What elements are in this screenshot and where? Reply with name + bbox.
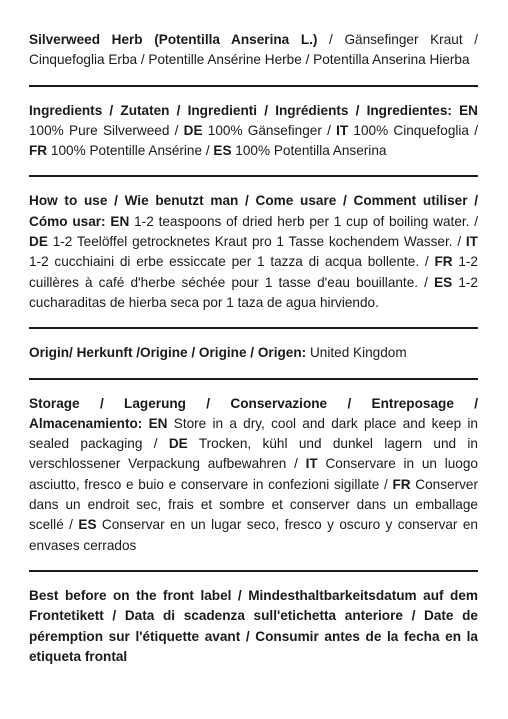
best-before-section <box>29 586 478 681</box>
lang-code: DE <box>29 234 48 250</box>
how-to-use-text: 1-2 cucharaditas de hierba seca por 1 taza de agua hirviendo. <box>29 274 478 310</box>
ingredients-text: 100% Cinquefoglia / <box>348 122 478 138</box>
how-to-use-text: 1-2 cuillères à café d'herbe séchée pour 1 tasse d'eau bouillante. / <box>29 254 478 290</box>
lang-code: FR <box>29 143 48 159</box>
ingredients-heading: Ingredients / Zutaten / Ingredienti / Ingrédients / Ingredientes: <box>29 102 452 118</box>
ingredients-text: 100% Potentilla Anserina <box>231 143 387 159</box>
lang-code: FR <box>392 476 411 492</box>
storage-text: Conservare in un luogo asciutto, fresco e buio e conservare in confezioni sigillate / <box>29 456 478 492</box>
storage-text: Conserver dans un endroit sec, frais et sombre et conserver dans un emballage scellé / <box>29 476 479 533</box>
storage-text: Trocken, kühl und dunkel lagern und in verschlossener Verpackung aufbewahren / <box>29 436 478 472</box>
divider <box>29 327 478 329</box>
origin-value: United Kingdom <box>306 345 407 361</box>
storage-heading: Storage / Lagerung / Conservazione / Entreposage / Almacenamiento: <box>29 395 478 431</box>
lang-code: ES <box>434 274 453 290</box>
origin-section <box>29 343 478 377</box>
ingredients-section <box>29 101 478 176</box>
lang-code: ES <box>78 517 97 533</box>
product-name-section <box>29 30 478 85</box>
ingredients-text: 100% Gänsefinger / <box>202 122 337 138</box>
lang-code: DE <box>168 436 188 452</box>
ingredients-text: 100% Potentille Ansérine / <box>47 143 214 159</box>
divider <box>29 570 478 572</box>
lang-code: DE <box>183 122 203 138</box>
divider <box>29 85 478 87</box>
storage-text: Store in a dry, cool and dark place and keep in sealed packaging / <box>29 415 478 452</box>
ingredients-text: 100% Pure Silverweed / <box>29 122 184 138</box>
lang-code: ES <box>213 143 232 159</box>
lang-code: EN <box>148 415 168 431</box>
divider <box>29 378 478 380</box>
storage-text: Conservar en un lugar seco, fresco y oscuro y conservar en envases cerrados <box>29 517 478 553</box>
lang-code: IT <box>465 234 478 250</box>
lang-code: IT <box>336 122 349 138</box>
origin-heading: Origin/ Herkunft /Origine / Origine / Origen: <box>29 345 307 361</box>
best-before-text: Best before on the front label / Mindesthaltbarkeitsdatum auf dem Frontetikett / Data di scadenza sull'etichetta anteriore / Date de péremption sur l'étiquette avant / Consumir antes de la fecha en la etiqueta frontal <box>29 587 478 664</box>
how-to-use-text: 1-2 teaspoons of dried herb per 1 cup of boiling water. / <box>129 213 479 229</box>
lang-code: IT <box>305 456 318 472</box>
how-to-use-text: 1-2 Teelöffel getrocknetes Kraut pro 1 Tasse kochendem Wasser. / <box>47 234 466 250</box>
product-name-translations: / Gänsefinger Kraut / Cinquefoglia Erba / Potentille Ansérine Herbe / Potentilla Anserina Hierba <box>29 32 478 68</box>
product-name: Silverweed Herb (Potentilla Anserina L.) <box>29 32 318 47</box>
divider <box>29 175 478 177</box>
how-to-use-heading: How to use / Wie benutzt man / Come usare / Comment utiliser / Cómo usar: <box>29 193 478 229</box>
how-to-use-section <box>29 191 478 327</box>
lang-code: FR <box>434 254 453 270</box>
how-to-use-text: 1-2 cucchiaini di erbe essiccate per 1 tazza di acqua bollente. / <box>29 254 435 270</box>
lang-code: EN <box>110 213 130 229</box>
storage-section <box>29 394 478 570</box>
lang-code: EN <box>459 102 478 118</box>
